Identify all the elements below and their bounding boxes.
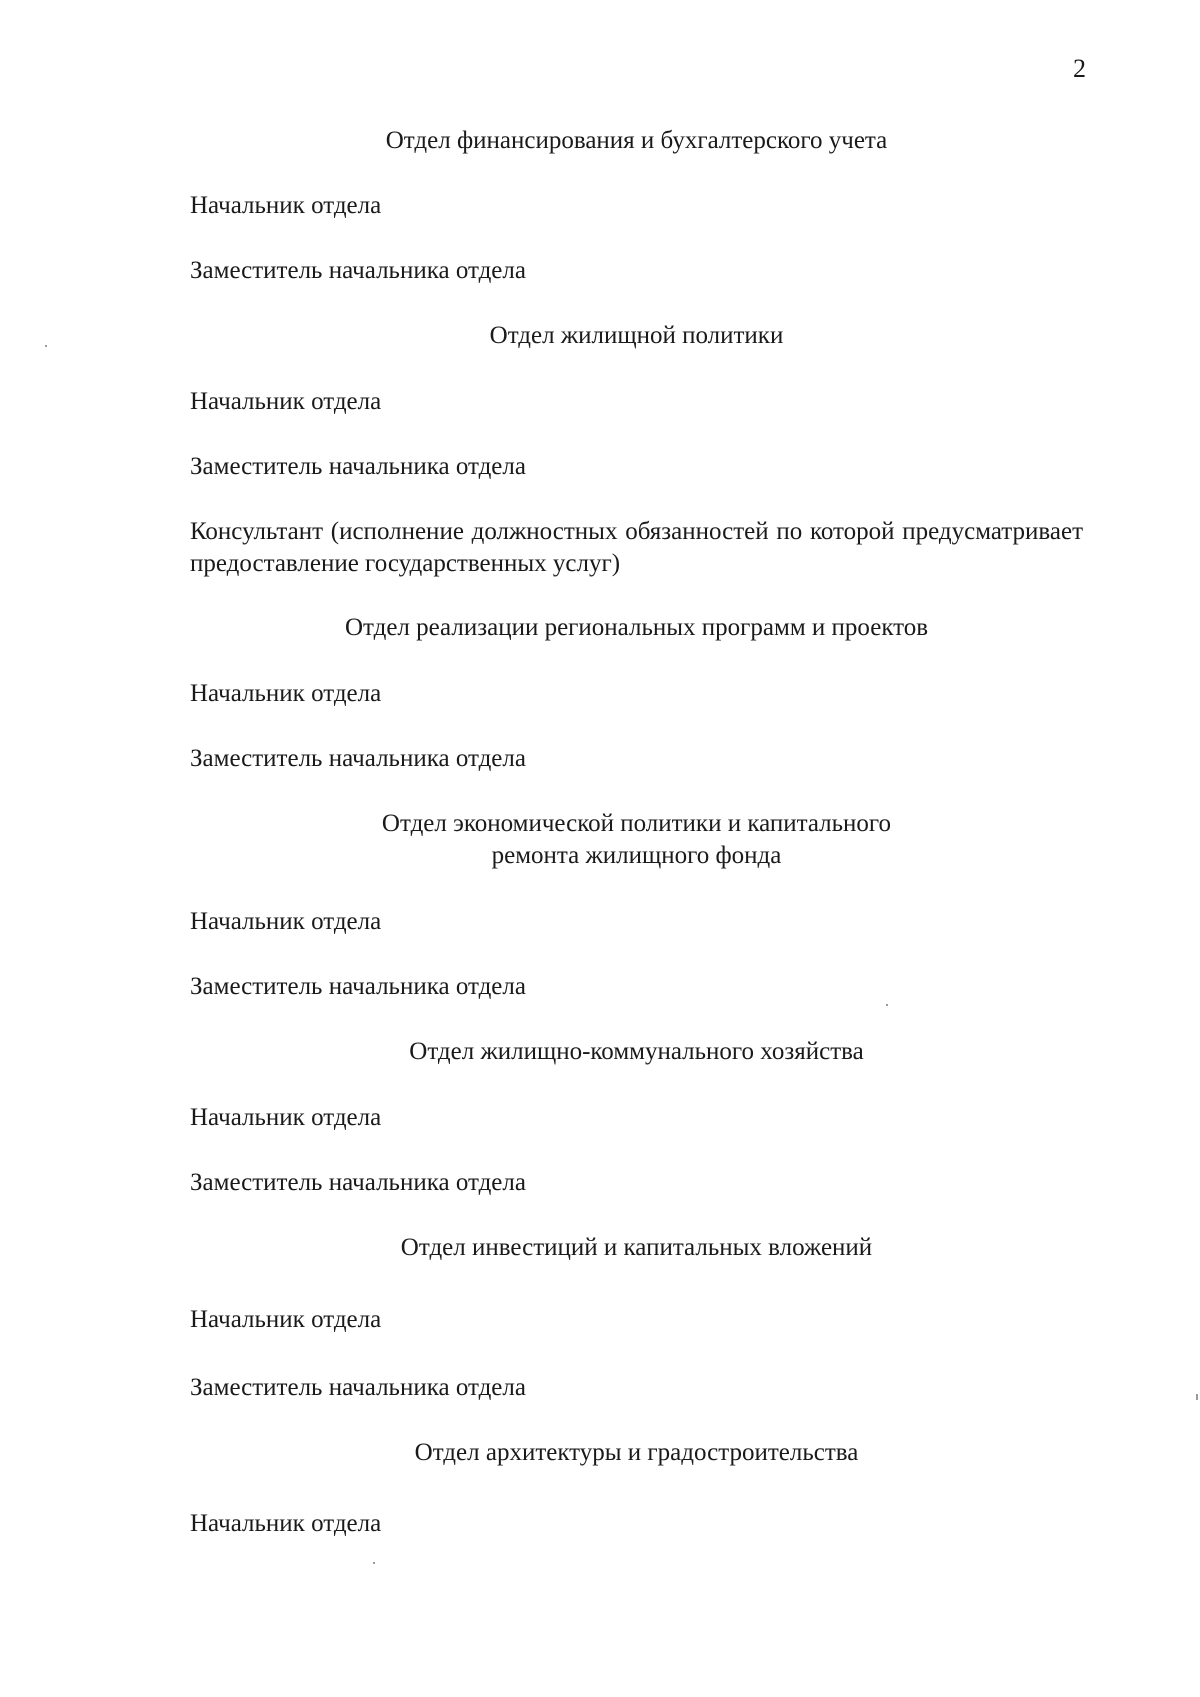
position-item: Заместитель начальника отдела: [190, 745, 526, 772]
scan-speck: [886, 1004, 888, 1006]
position-item: Начальник отдела: [190, 192, 382, 219]
page-number: 2: [1073, 54, 1086, 83]
position-item: Начальник отдела: [190, 388, 382, 415]
position-item: Заместитель начальника отдела: [190, 973, 526, 1000]
section-heading: Отдел жилищной политики: [489, 322, 784, 349]
scan-speck: [373, 1562, 375, 1564]
section-heading: Отдел реализации региональных программ и проектов: [344, 614, 929, 641]
scan-speck: [1196, 1394, 1198, 1400]
section-heading: Отдел финансирования и бухгалтерского учета: [385, 127, 888, 154]
section-heading: Отдел архитектуры и градостроительства: [414, 1439, 859, 1466]
scan-speck: [45, 345, 47, 347]
position-item: Заместитель начальника отдела: [190, 1374, 526, 1401]
position-item: Заместитель начальника отдела: [190, 453, 526, 480]
position-item: Заместитель начальника отдела: [190, 1169, 526, 1196]
position-item: Начальник отдела: [190, 1510, 382, 1537]
position-item: Начальник отдела: [190, 908, 382, 935]
position-item: Начальник отдела: [190, 1104, 382, 1131]
position-item-long: Консультант (исполнение должностных обязанностей по которой предусматривает предоставление государственных услуг): [190, 518, 1083, 577]
position-item: Начальник отдела: [190, 680, 382, 707]
section-heading: Отдел жилищно-коммунального хозяйства: [409, 1038, 864, 1065]
section-heading: Отдел экономической политики и капитального: [381, 810, 892, 837]
section-heading: Отдел инвестиций и капитальных вложений: [400, 1234, 873, 1261]
section-heading-line-2: ремонта жилищного фонда: [491, 842, 782, 869]
position-item: Заместитель начальника отдела: [190, 257, 526, 284]
position-item: Начальник отдела: [190, 1306, 382, 1333]
